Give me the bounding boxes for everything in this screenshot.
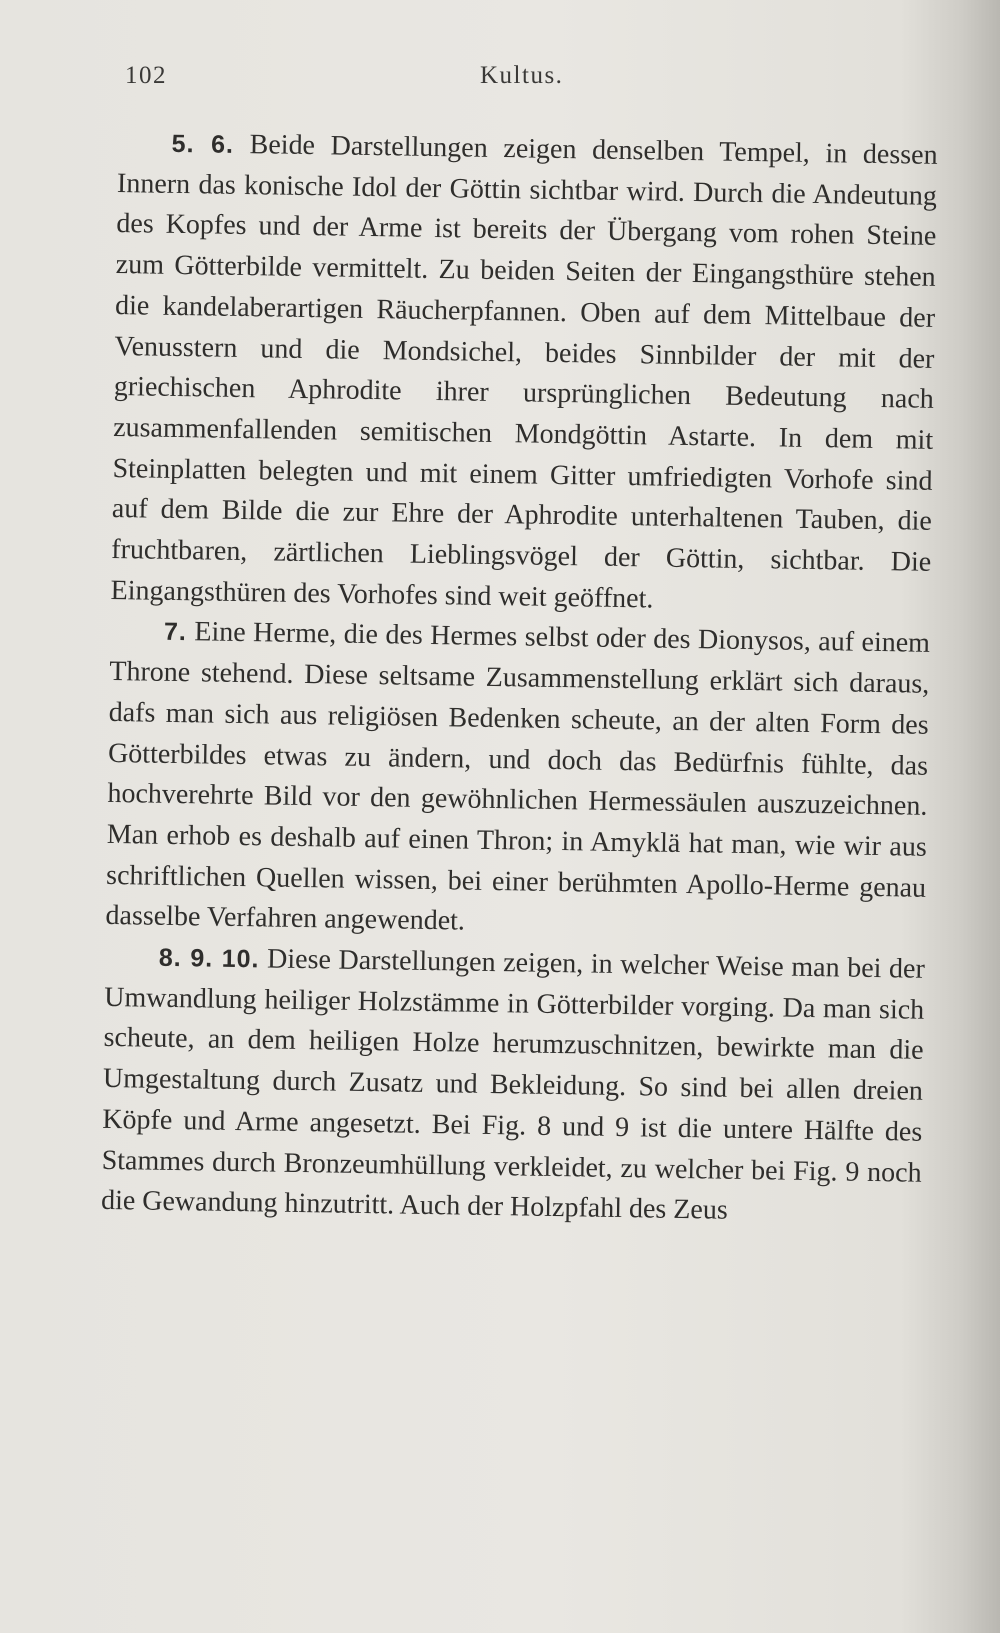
page-header bbox=[125, 62, 935, 102]
figure-reference: 8. 9. 10. bbox=[158, 943, 260, 974]
page-number: 102 bbox=[125, 62, 167, 89]
figure-reference: 7. bbox=[163, 618, 188, 647]
paragraph-text: Beide Darstellungen zeigen denselben Tempel, in dessen Innern das konische Idol der Göttin sichtbar wird. Durch die Andeutung des Kopfes und der Arme ist bereits der Übergang vom rohen Steine zum Götterbilde vermittelt. Zu beiden Seiten der Eingangsthüre stehen die kandelaberartigen Räucherpfannen. Oben auf dem Mittelbaue der Venusstern und die Mondsichel, beides Sinnbilder der mit der griechischen Aphrodite ihrer ursprünglichen Bedeutung nach zusammenfallenden semitischen Mondgöttin Astarte. In dem mit Steinplatten belegten und mit einem Gitter umfriedigten Vorhofe sind auf dem Bilde die zur Ehre der Aphrodite unterhaltenen Tauben, die fruchtbaren, zärtlichen Lieblingsvögel der Göttin, sichtbar. Die Eingangsthüren des Vorhofes sind weit geöffnet. bbox=[110, 129, 938, 615]
paragraph-figures-8-9-10 bbox=[101, 937, 925, 1235]
paragraph-figure-7 bbox=[105, 611, 930, 949]
paragraph-figures-5-6 bbox=[110, 123, 938, 624]
paragraph-text: Eine Herme, die des Hermes selbst oder des Dionysos, auf einem Throne stehend. Diese seltsame Zusammenstellung erklärt sich daraus, dafs man sich aus religiösen Bedenken scheute, an der alten Form des Götterbildes etwas zu ändern, und doch das Bedürfnis fühlte, das hochverehrte Bild vor den gewöhnlichen Hermessäulen auszuzeichnen. Man erhob es deshalb auf einen Thron; in Amyklä hat man, wie wir aus schriftlichen Quellen wissen, bei einer berühmten Apollo-Herme genau dasselbe Verfahren angewendet. bbox=[105, 616, 931, 937]
figure-reference: 5. 6. bbox=[171, 129, 235, 159]
body-text bbox=[101, 123, 938, 1235]
running-head: Kultus. bbox=[480, 62, 564, 89]
paragraph-text: Diese Darstellungen zeigen, in welcher Weise man bei der Umwandlung heiliger Holzstämme in Götterbilder vorging. Da man sich scheute, an dem heiligen Holze herumzuschnitzen, bewirkte man die Umgestaltung durch Zusatz und Bekleidung. So sind bei allen dreien Köpfe und Arme angesetzt. Bei Fig. 8 und 9 ist die untere Hälfte des Stammes durch Bronzeumhüllung verkleidet, zu welcher bei Fig. 9 noch die Gewandung hinzutritt. Auch der Holzpfahl des Zeus bbox=[100, 943, 926, 1226]
